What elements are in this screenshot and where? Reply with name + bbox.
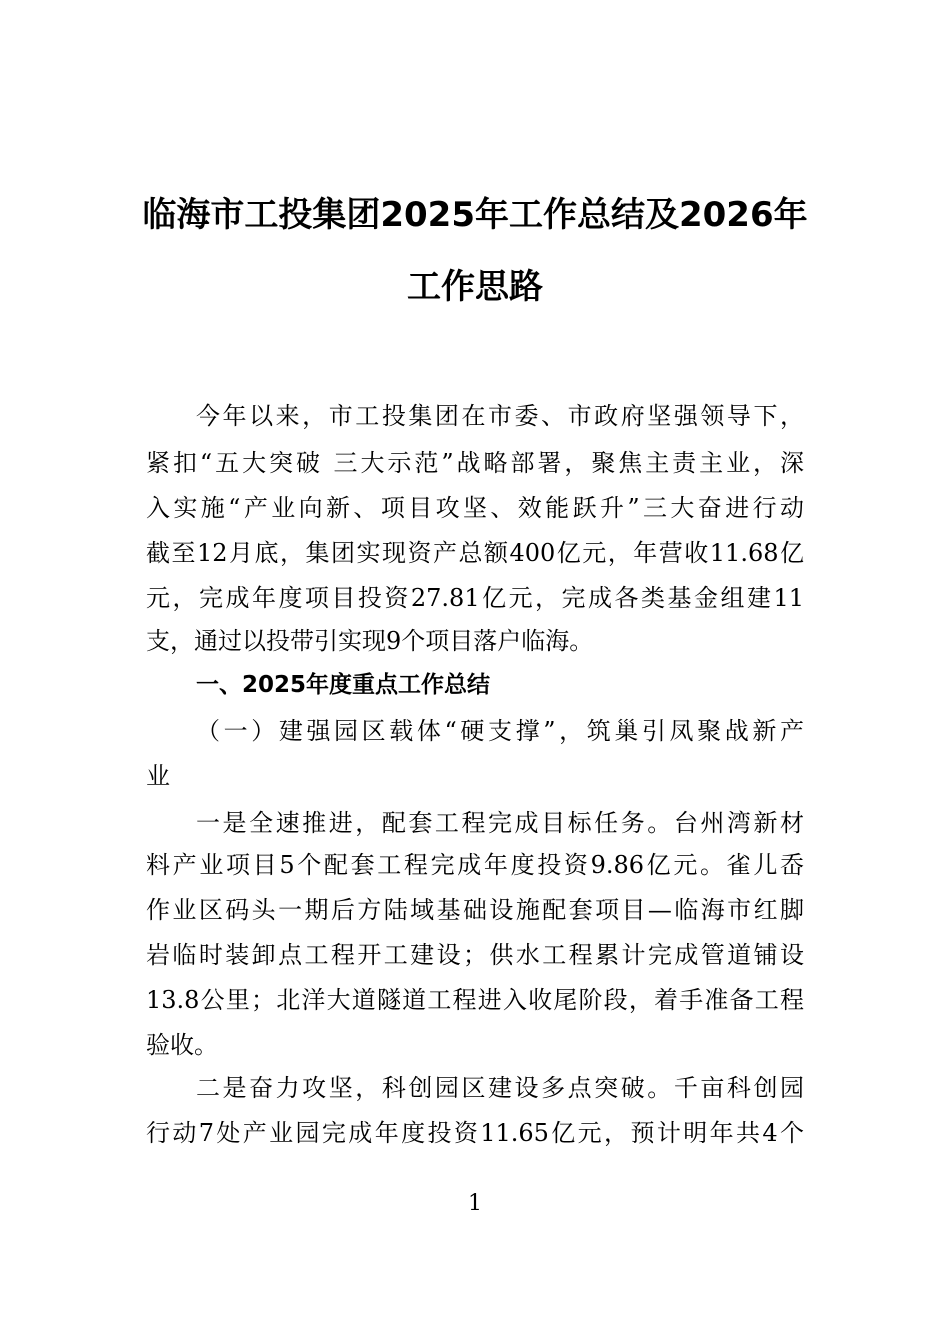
section-heading: 一、2025年度重点工作总结 (196, 672, 491, 698)
intro-line: 元，完成年度项目投资27.81亿元，完成各类基金组建11 (146, 584, 804, 612)
intro-line: 截至12月底，集团实现资产总额400亿元，年营收11.68亿 (146, 539, 804, 567)
paragraph-line: 13.8公里；北洋大道隧道工程进入收尾阶段，着手准备工程 (146, 986, 804, 1014)
intro-line: 紧扣“五大突破 三大示范”战略部署，聚焦主责主业，深 (146, 449, 804, 477)
paragraph-line: 一是全速推进，配套工程完成目标任务。台州湾新材 (196, 809, 804, 837)
subsection-heading-line: （一）建强园区载体“硬支撑”，筑巢引凤聚战新产 (196, 717, 804, 745)
paragraph-line: 行动7处产业园完成年度投资11.65亿元，预计明年共4个 (146, 1119, 804, 1147)
intro-line: 支，通过以投带引实现9个项目落户临海。 (146, 627, 594, 655)
paragraph-line: 作业区码头一期后方陆域基础设施配套项目—临海市红脚 (146, 896, 804, 924)
document-title-line-1: 临海市工投集团2025年工作总结及2026年 (142, 195, 808, 235)
paragraph-line: 二是奋力攻坚，科创园区建设多点突破。千亩科创园 (196, 1074, 804, 1102)
intro-line: 今年以来，市工投集团在市委、市政府坚强领导下， (196, 402, 804, 430)
subsection-heading-line: 业 (146, 762, 170, 790)
paragraph-line: 料产业项目5个配套工程完成年度投资9.86亿元。雀儿岙 (146, 851, 804, 879)
intro-line: 入实施“产业向新、项目攻坚、效能跃升”三大奋进行动 (146, 494, 804, 522)
document-title-line-2: 工作思路 (407, 267, 543, 307)
paragraph-line: 验收。 (146, 1031, 218, 1059)
page-number: 1 (468, 1191, 482, 1216)
paragraph-line: 岩临时装卸点工程开工建设；供水工程累计完成管道铺设 (146, 941, 804, 969)
